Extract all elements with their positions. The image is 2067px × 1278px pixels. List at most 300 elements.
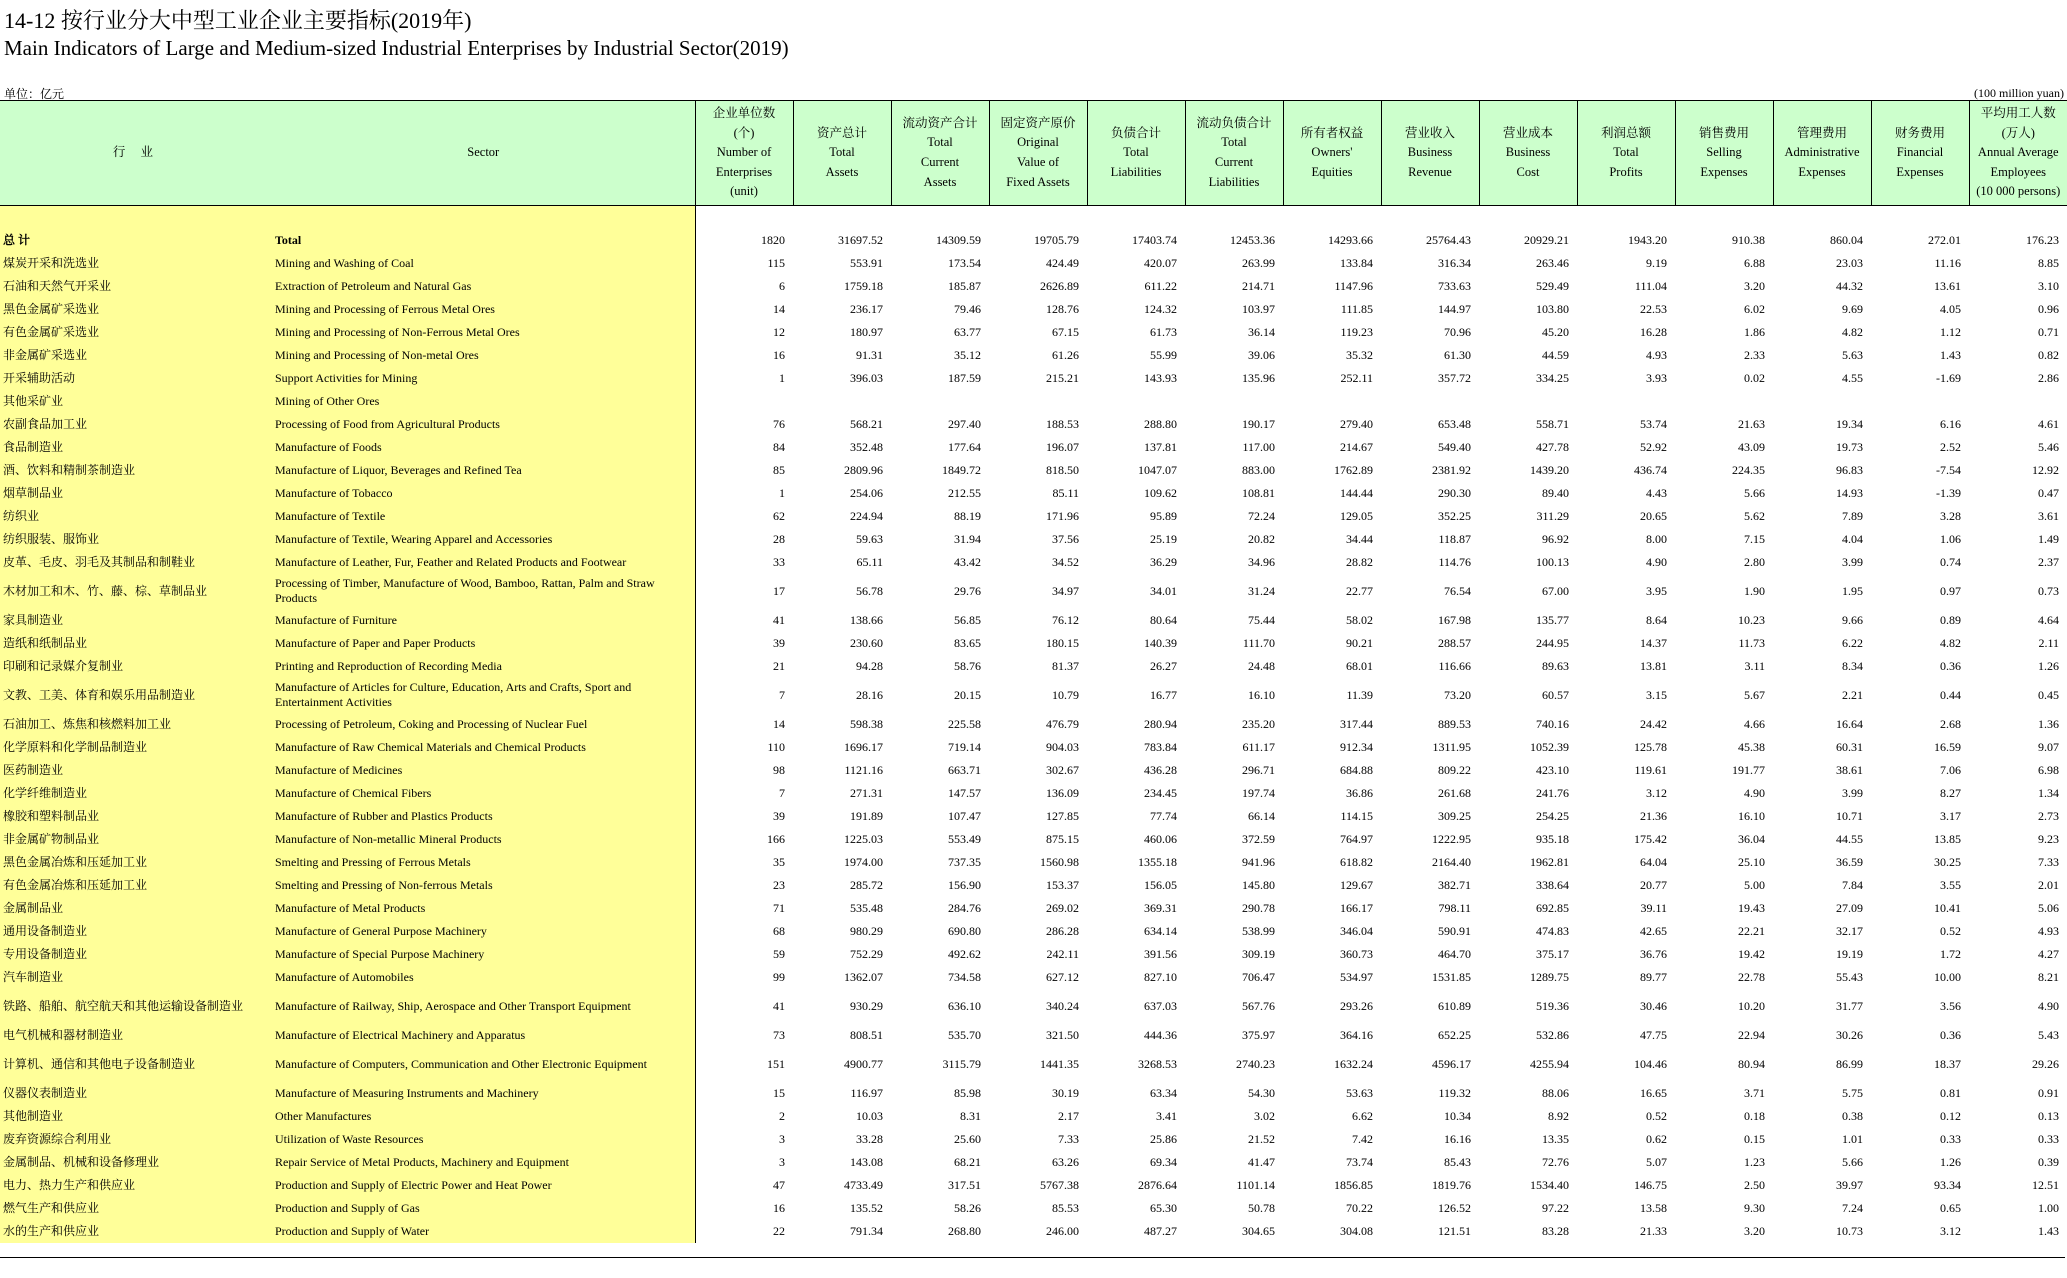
value-cell: 1.26 [1940,1154,1961,1169]
value-cell: 76.54 [1444,583,1471,598]
value-cell: 280.94 [1144,716,1177,731]
sector-name-en: Manufacture of Medicines [272,759,695,782]
value-cell: 70.96 [1444,324,1471,339]
value-cell: 104.46 [1634,1056,1667,1071]
value-cell: 10.20 [1738,998,1765,1013]
value-cell: 338.64 [1536,877,1569,892]
sector-name-cn: 废弃资源综合利用业 [0,1128,272,1151]
value-cell: 3.71 [1744,1085,1765,1100]
sector-name-en: Extraction of Petroleum and Natural Gas [272,275,695,298]
value-cell: 166.17 [1340,900,1373,915]
value-cell: 15 [773,1085,785,1100]
value-cell: 16.16 [1444,1131,1471,1146]
value-cell: 941.96 [1242,854,1275,869]
column-header-line: Expenses [1896,164,1944,179]
value-cell: 529.49 [1536,278,1569,293]
value-cell: 35 [773,854,785,869]
value-cell: 63.77 [954,324,981,339]
column-header-line: Total [829,145,855,160]
sector-name-cn: 烟草制品业 [0,482,272,505]
value-cell: 1856.85 [1334,1177,1373,1192]
table-row [0,609,2067,632]
value-cell [891,390,989,413]
value-cell: 538.99 [1242,923,1275,938]
column-header-line: Financial [1896,145,1944,160]
spacer-cell [989,206,1087,229]
value-cell: 138.66 [850,612,883,627]
value-cell: 634.14 [1144,923,1177,938]
value-cell: 4596.17 [1432,1056,1471,1071]
value-cell: 135.96 [1242,370,1275,385]
value-cell: 6.62 [1352,1108,1373,1123]
column-header-line: Business [1407,145,1453,160]
value-cell: 190.17 [1242,416,1275,431]
value-cell: 706.47 [1242,969,1275,984]
column-header-line: Total [1613,145,1639,160]
value-cell: 36.86 [1346,785,1373,800]
value-cell: 55.43 [1836,969,1863,984]
value-cell: 2.52 [1940,439,1961,454]
value-cell: 1849.72 [942,462,981,477]
sector-name-en: Manufacture of Automobiles [272,966,695,989]
value-cell: 8.27 [1940,785,1961,800]
table-body [0,206,2067,1243]
value-cell: 304.08 [1340,1223,1373,1238]
value-cell: 4.93 [1646,347,1667,362]
value-cell: 5.00 [1744,877,1765,892]
value-cell: 3115.79 [942,1056,981,1071]
table-row [0,1151,2067,1174]
value-cell: 126.52 [1438,1200,1471,1215]
sector-name-cn: 石油和天然气开采业 [0,275,272,298]
value-cell: 6.88 [1744,255,1765,270]
value-cell [1773,390,1871,413]
value-cell: 215.21 [1046,370,1079,385]
value-cell: 117.00 [1242,439,1275,454]
value-cell: 1.36 [2038,716,2059,731]
sector-name-en: Mining and Processing of Ferrous Metal Ores [272,298,695,321]
sector-name-cn: 燃气生产和供应业 [0,1197,272,1220]
value-cell: 1.26 [2038,658,2059,673]
value-cell: 618.82 [1340,854,1373,869]
value-cell: 0.36 [1940,1027,1961,1042]
value-cell: 302.67 [1046,762,1079,777]
value-cell: 0.33 [1940,1131,1961,1146]
value-cell: 36.29 [1150,554,1177,569]
value-cell [1087,390,1185,413]
value-cell: 17403.74 [1132,232,1177,247]
value-cell: 61.26 [1052,347,1079,362]
value-cell: 21.36 [1640,808,1667,823]
value-cell: 39.06 [1248,347,1275,362]
value-cell: 4.27 [2038,946,2059,961]
value-cell: 7.33 [1058,1131,1079,1146]
table-row [0,1105,2067,1128]
value-cell: 119.32 [1438,1085,1471,1100]
column-header-line: Enterprises [715,164,773,179]
value-cell: 2.80 [1744,554,1765,569]
value-cell: 6 [779,278,785,293]
value-cell: 535.70 [948,1027,981,1042]
sector-name-en: Manufacture of Articles for Culture, Education, Arts and Crafts, Sport and Entertainment Activities [272,678,695,713]
value-cell: 7.24 [1842,1200,1863,1215]
value-cell: 68.01 [1346,658,1373,673]
value-cell: 663.71 [948,762,981,777]
value-cell: 1225.03 [844,831,883,846]
sector-name-cn: 有色金属矿采选业 [0,321,272,344]
spacer-cell [1577,206,1675,229]
value-cell: 29.76 [954,583,981,598]
column-header-line: 财务费用 [1894,125,1945,140]
value-cell: 111.85 [1340,301,1373,316]
value-cell: 1819.76 [1432,1177,1471,1192]
value-cell: 334.25 [1536,370,1569,385]
value-cell: 4.90 [1646,554,1667,569]
value-cell: 85 [773,462,785,477]
sector-name-cn: 专用设备制造业 [0,943,272,966]
value-cell [1969,390,2067,413]
spacer-cell [1969,206,2067,229]
value-cell: 860.04 [1830,232,1863,247]
value-cell: 0.97 [1940,583,1961,598]
column-header-line: Cost [1516,164,1540,179]
value-cell: 88.19 [954,508,981,523]
sector-name-en: Mining and Processing of Non-Ferrous Metal Ores [272,321,695,344]
value-cell: 14 [773,716,785,731]
value-cell: 31.94 [954,531,981,546]
value-cell: 11.73 [1738,635,1765,650]
value-cell: 95.89 [1150,508,1177,523]
value-cell: 464.70 [1438,946,1471,961]
value-cell: 37.56 [1052,531,1079,546]
sector-name-en: Printing and Reproduction of Recording Media [272,655,695,678]
value-cell: 242.11 [1046,946,1079,961]
column-header-line: Liabilities [1110,164,1162,179]
value-cell: 7 [779,687,785,702]
value-cell: 2381.92 [1432,462,1471,477]
spacer-cell [0,206,272,229]
value-cell: 369.31 [1144,900,1177,915]
value-cell: 3.20 [1744,278,1765,293]
value-cell: 13.58 [1640,1200,1667,1215]
value-cell: 94.28 [856,658,883,673]
value-cell: 474.83 [1536,923,1569,938]
value-cell: 5.75 [1842,1085,1863,1100]
sector-name-cn: 电力、热力生产和供应业 [0,1174,272,1197]
value-cell: 173.54 [948,255,981,270]
value-cell: 75.44 [1248,612,1275,627]
value-cell: 637.03 [1144,998,1177,1013]
value-cell: 76.12 [1052,612,1079,627]
value-cell: 43.42 [954,554,981,569]
sector-name-cn: 黑色金属矿采选业 [0,298,272,321]
value-cell: 67.00 [1542,583,1569,598]
value-cell: 316.34 [1438,255,1471,270]
value-cell: 56.85 [954,612,981,627]
value-cell: 26.27 [1150,658,1177,673]
column-header-line: Fixed Assets [1006,174,1070,189]
value-cell: 1101.14 [1236,1177,1275,1192]
sector-name-en: Manufacture of Paper and Paper Products [272,632,695,655]
value-cell: 135.52 [850,1200,883,1215]
value-cell: 12.92 [2032,462,2059,477]
value-cell: 133.84 [1340,255,1373,270]
sector-name-en: Manufacture of Electrical Machinery and Apparatus [272,1024,695,1047]
value-cell: 61.30 [1444,347,1471,362]
value-cell: 10.03 [856,1108,883,1123]
value-cell: 109.62 [1144,485,1177,500]
sector-name-cn: 化学纤维制造业 [0,782,272,805]
value-cell: 0.52 [1940,923,1961,938]
value-cell: 6.16 [1940,416,1961,431]
value-cell: 55.99 [1150,347,1177,362]
value-cell: 3.55 [1940,877,1961,892]
value-cell: 3.99 [1842,554,1863,569]
value-cell: 4.90 [1744,785,1765,800]
sector-name-cn: 仪器仪表制造业 [0,1082,272,1105]
value-cell: 311.29 [1536,508,1569,523]
value-cell: 7.06 [1940,762,1961,777]
value-cell: 71 [773,900,785,915]
value-cell: 43.09 [1738,439,1765,454]
value-cell: 3.41 [1156,1108,1177,1123]
value-cell: 0.71 [2038,324,2059,339]
column-header [1773,101,1871,206]
table-row [0,298,2067,321]
column-header-line: 资产总计 [816,125,867,140]
value-cell: 96.83 [1836,462,1863,477]
value-cell: 254.25 [1536,808,1569,823]
value-cell: 1.06 [1940,531,1961,546]
value-cell: 36.14 [1248,324,1275,339]
value-cell: 254.06 [850,485,883,500]
value-cell [1577,390,1675,413]
column-header [1675,101,1773,206]
value-cell: 0.12 [1940,1108,1961,1123]
value-cell: 2.68 [1940,716,1961,731]
column-header-line: Owners' [1311,145,1353,160]
value-cell: 476.79 [1046,716,1079,731]
sector-name-en: Manufacture of Measuring Instruments and Machinery [272,1082,695,1105]
value-cell: 3.15 [1646,687,1667,702]
value-cell [1283,390,1381,413]
value-cell: 127.85 [1046,808,1079,823]
value-cell: 5.63 [1842,347,1863,362]
value-cell: 129.67 [1340,877,1373,892]
value-cell: 69.34 [1150,1154,1177,1169]
sector-name-cn: 石油加工、炼焦和核燃料加工业 [0,713,272,736]
value-cell: 2.86 [2038,370,2059,385]
value-cell: 783.84 [1144,739,1177,754]
column-header-line: 企业单位数 [712,106,776,121]
value-cell [1185,390,1283,413]
value-cell: 2626.89 [1040,278,1079,293]
value-cell: 25.60 [954,1131,981,1146]
value-cell: 144.44 [1340,485,1373,500]
value-cell: 197.74 [1242,785,1275,800]
sector-name-cn: 其他采矿业 [0,390,272,413]
sector-name-en: Production and Supply of Electric Power and Heat Power [272,1174,695,1197]
value-cell: 39.97 [1836,1177,1863,1192]
sector-name-en: Production and Supply of Water [272,1220,695,1243]
value-cell: 818.50 [1046,462,1079,477]
value-cell: 317.44 [1340,716,1373,731]
value-cell: 1.43 [2038,1223,2059,1238]
value-cell: 6.98 [2038,762,2059,777]
value-cell: 30.26 [1836,1027,1863,1042]
value-cell: 1.95 [1842,583,1863,598]
value-cell: 1.86 [1744,324,1765,339]
sector-name-en: Manufacture of Furniture [272,609,695,632]
value-cell: 286.28 [1046,923,1079,938]
value-cell: 64.04 [1640,854,1667,869]
sector-name-en: Repair Service of Metal Products, Machinery and Equipment [272,1151,695,1174]
value-cell: 20929.21 [1524,232,1569,247]
value-cell: 33 [773,554,785,569]
value-cell: 80.64 [1150,612,1177,627]
value-cell: 611.17 [1242,739,1275,754]
value-cell: 146.75 [1634,1177,1667,1192]
table-row [0,505,2067,528]
value-cell: 0.18 [1744,1108,1765,1123]
value-cell: 2.73 [2038,808,2059,823]
value-cell: 9.23 [2038,831,2059,846]
value-cell: 9.66 [1842,612,1863,627]
spacer-cell [891,206,989,229]
value-cell: 7.33 [2038,854,2059,869]
value-cell: 2.21 [1842,687,1863,702]
value-cell: 76 [773,416,785,431]
column-header-line: 销售费用 [1698,125,1749,140]
sector-name-en: Smelting and Pressing of Ferrous Metals [272,851,695,874]
value-cell: 224.35 [1732,462,1765,477]
value-cell: 39 [773,808,785,823]
value-cell: 16.65 [1640,1085,1667,1100]
value-cell: 719.14 [948,739,981,754]
value-cell: 2.50 [1744,1177,1765,1192]
value-cell: 191.89 [850,808,883,823]
table-row [0,851,2067,874]
value-cell: 118.87 [1438,531,1471,546]
value-cell: 147.57 [948,785,981,800]
value-cell: 8.31 [960,1108,981,1123]
value-cell: 16.59 [1934,739,1961,754]
sector-name-cn: 有色金属冶炼和压延加工业 [0,874,272,897]
table-row [0,413,2067,436]
value-cell: 90.21 [1346,635,1373,650]
column-header-line: Number of [716,145,772,160]
value-cell: 2.01 [2038,877,2059,892]
value-cell: 252.11 [1340,370,1373,385]
column-header-line: 负债合计 [1110,125,1161,140]
value-cell: 1534.40 [1530,1177,1569,1192]
sector-name-en: Mining and Washing of Coal [272,252,695,275]
value-cell: 35.32 [1346,347,1373,362]
value-cell: 19.34 [1836,416,1863,431]
sector-name-cn: 计算机、通信和其他电子设备制造业 [0,1047,272,1082]
value-cell: 10.23 [1738,612,1765,627]
value-cell: 1632.24 [1334,1056,1373,1071]
value-cell: 54.30 [1248,1085,1275,1100]
column-header-line: Profits [1609,164,1643,179]
value-cell: 241.76 [1536,785,1569,800]
value-cell: 3.02 [1254,1108,1275,1123]
value-cell: 3.99 [1842,785,1863,800]
value-cell: 12453.36 [1230,232,1275,247]
column-header-line: Equities [1311,164,1353,179]
sector-name-en: Manufacture of Rubber and Plastics Products [272,805,695,828]
value-cell: 1311.95 [1432,739,1471,754]
table-row [0,713,2067,736]
value-cell: 798.11 [1438,900,1471,915]
value-cell: 41 [773,998,785,1013]
value-cell: 19.43 [1738,900,1765,915]
value-cell: 7 [779,785,785,800]
spacer-cell [272,206,695,229]
value-cell: 59.63 [856,531,883,546]
value-cell: 0.65 [1940,1200,1961,1215]
value-cell: 96.92 [1542,531,1569,546]
value-cell: 346.04 [1340,923,1373,938]
table-row [0,1174,2067,1197]
column-header-line: 营业成本 [1502,125,1553,140]
sector-name-cn: 总 计 [0,229,272,252]
column-header-line: (个) [733,125,755,140]
value-cell: 0.89 [1940,612,1961,627]
column-header-line: Original [1017,135,1059,150]
column-header [1577,101,1675,206]
value-cell: 14309.59 [936,232,981,247]
value-cell: 59 [773,946,785,961]
column-header-line: Annual Average [1977,145,2059,160]
value-cell: 80.94 [1738,1056,1765,1071]
value-cell: 3.10 [2038,278,2059,293]
page-title-en: Main Indicators of Large and Medium-sized Industrial Enterprises by Industrial Sector(2019) [4,36,789,60]
sector-name-en: Manufacture of Liquor, Beverages and Refined Tea [272,459,695,482]
value-cell: 1.01 [1842,1131,1863,1146]
value-cell: 4.61 [2038,416,2059,431]
value-cell: 0.13 [2038,1108,2059,1123]
value-cell: 598.38 [850,716,883,731]
sector-name-cn: 金属制品、机械和设备修理业 [0,1151,272,1174]
value-cell: -7.54 [1936,462,1961,477]
value-cell: 31.24 [1248,583,1275,598]
value-cell: 930.29 [850,998,883,1013]
value-cell: 35.12 [954,347,981,362]
value-cell: 9.19 [1646,255,1667,270]
value-cell: 33.28 [856,1131,883,1146]
value-cell: 14.37 [1640,635,1667,650]
sector-name-cn: 电气机械和器材制造业 [0,1024,272,1047]
value-cell: 121.51 [1438,1223,1471,1238]
value-cell: 5.67 [1744,687,1765,702]
value-cell: 0.36 [1940,658,1961,673]
column-header [1283,101,1381,206]
table-row [0,632,2067,655]
value-cell: 0.15 [1744,1131,1765,1146]
value-cell: 9.69 [1842,301,1863,316]
value-cell: 5.62 [1744,508,1765,523]
value-cell: 16.10 [1248,687,1275,702]
value-cell: 114.15 [1340,808,1373,823]
value-cell: 653.48 [1438,416,1471,431]
value-cell: 396.03 [850,370,883,385]
value-cell: 22.53 [1640,301,1667,316]
table-row [0,828,2067,851]
value-cell: 68 [773,923,785,938]
header-sector-cn: 行 业 [0,101,272,206]
sector-name-cn: 化学原料和化学制品制造业 [0,736,272,759]
